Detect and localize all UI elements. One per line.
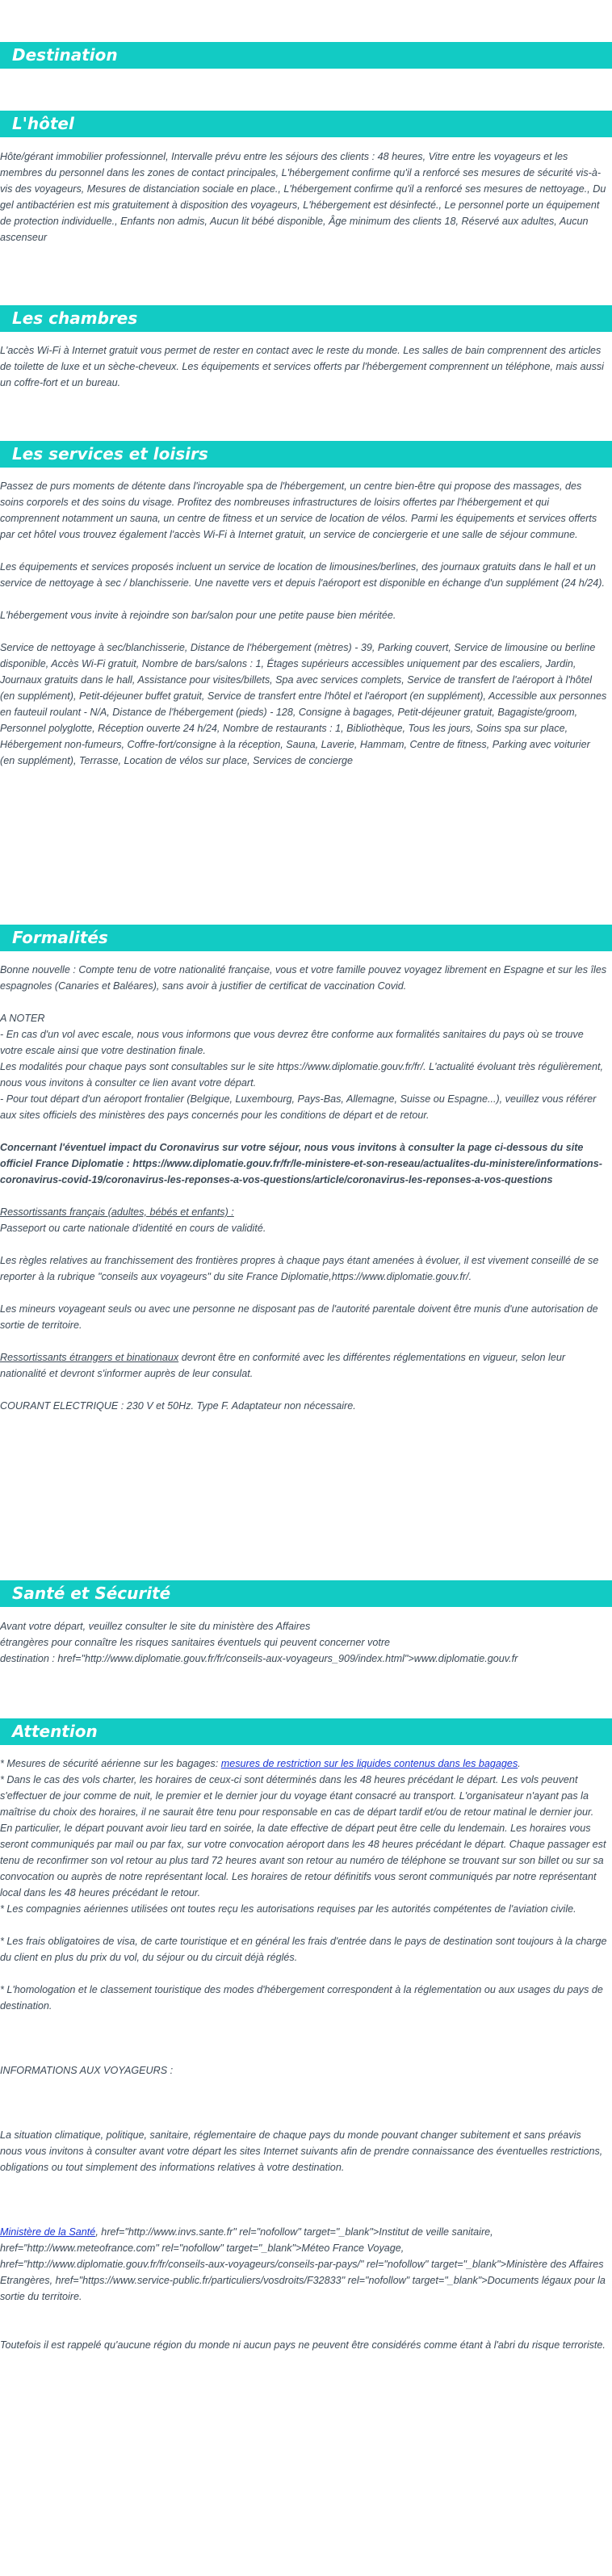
formalites-intro: Bonne nouvelle : Compte tenu de votre nationalité française, vous et votre famille pouvez voyagez librement en Espagne et sur les îles espagnoles (Canaries et Baléares), sans avoir à justifier de certificat de vaccination Covid. (0, 964, 607, 992)
note-line: - Pour tout départ d'un aéroport frontalier (Belgique, Luxembourg, Pays-Bas, Allemagne, Suisse ou Espagne...), veuillez vous référer aux sites officiels des ministères des pays concernés pour les conditions de départ et de retour. (0, 1093, 597, 1121)
services-description (0, 478, 607, 769)
foreign-nationals-text: devront être en conformité avec les différentes réglementations en vigueur, selon leur nationalité et devront s'informer auprès de leur consulat. (0, 1352, 566, 1379)
section-header-services: Les services et loisirs (0, 441, 612, 468)
services-paragraph-3: L'hébergement vous invite à rejoindre son bar/salon pour une petite pause bien méritée. (0, 610, 396, 621)
rooms-text: L'accès Wi-Fi à Internet gratuit vous permet de rester en contact avec le reste du monde. Les salles de bain comprennent des articles de toilette de luxe et un sèche-cheveux. Les équipements et services offerts par l'hébergement comprennent un téléphone, mais aussi un coffre-fort et un bureau. (0, 345, 604, 388)
luggage-security (0, 1756, 607, 1772)
section-header-formalites: Formalités (0, 925, 612, 951)
consult-sites: nous vous invitons à consulter avant votre départ les sites Internet suivants afin de prendre connaissance des éventuelles restrictions, obligations ou tout simplement des informations relatives à votre destination. (0, 2146, 603, 2173)
terror-risk: Toutefois il est rappelé qu'aucune région du monde ni aucun pays ne peuvent être considérés comme étant à l'abri du risque terroriste. (0, 2339, 606, 2351)
section-header-attention: Attention (0, 1718, 612, 1745)
electric-current: COURANT ELECTRIQUE : 230 V et 50Hz. Type F. Adaptateur non nécessaire. (0, 1400, 356, 1412)
section-header-rooms: Les chambres (0, 305, 612, 332)
services-paragraph-2: Les équipements et services proposés incluent un service de location de limousines/berlines, des journaux gratuits dans le hall et un service de nettoyage à sec / blanchisserie. Une navette vers et depuis l'aéroport est disponible en échange d'un supplément (24 h/24). (0, 561, 606, 589)
sante-description (0, 1618, 607, 1667)
border-rules: Les règles relatives au franchissement des frontières propres à chaque pays étant amenées à évoluer, il est vivement conseillé de se reporter à la rubrique "conseils aux voyageurs" du site France Diplomatie,https://www.diplomatie.gouv.fr/. (0, 1255, 599, 1282)
useful-links (0, 2224, 607, 2305)
liquids-restriction-link[interactable]: mesures de restriction sur les liquides contenus dans les bagages (220, 1758, 518, 1769)
sante-line: Avant votre départ, veuillez consulter le site du ministère des Affaires (0, 1621, 311, 1632)
hotel-text: Hôte/gérant immobilier professionnel, Intervalle prévu entre les séjours des clients : 48 heures, Vitre entre les voyageurs et les membres du personnel dans les zones de contact principales, L'hébergement confirme qu'il a renforcé ses mesures de sécurité vis-à-vis des voyageurs, Mesures de distanciation sociale en place., L'hébergement confirme qu'il a renforcé ses mesures de nettoyage., Du gel antibactérien est mis gratuitement à disposition des voyageurs, L'hébergement est désinfecté., Le personnel porte un équipement de protection individuelle., Enfants non admis, Aucun lit bébé disponible, Âge minimum des clients 18, Réservé aux adultes, Aucun ascenseur (0, 151, 606, 243)
hotel-description (0, 149, 607, 245)
charter-schedules: * Dans le cas des vols charter, les horaires de ceux-ci sont déterminés dans les 48 heures précédant le départ. Les vols peuvent s'effectuer de jour comme de nuit, le premier et le dernier jour du voyage étant consacré au transport. L'organisateur n'ayant pas la maîtrise du choix des horaires, il ne saurait être tenu pour responsable en cas de départ tardif et/ou de retour matinal le dernier jour. En particulier, le départ pouvant avoir lieu tard en soirée, la date effective de départ peut être celle du lendemain. Les horaires vous seront communiqués par mail ou par fax, sur votre convocation aéroport dans les 48 heures précédant le départ. Chaque passager est tenu de reconfirmer son vol retour au plus tard 72 heures avant son retour au numéro de téléphone se trouvant sur son billet ou sur sa convocation ou auprès de notre représentant local. Les horaires de retour définitifs vous seront communiqués par notre représentant local dans les 48 heures précédant le retour. (0, 1774, 606, 1898)
note-heading: A NOTER (0, 1013, 45, 1024)
covid-notice: Concernant l'éventuel impact du Coronavirus sur votre séjour, nous vous invitons à consulter la page ci-dessous du site officiel France Diplomatie : https://www.diplomatie.gouv.fr/fr/le-ministere-et-son-reseau/actualites-du-ministere/informations-coronavirus-covid-19/coronavirus-les-reponses-a-vos-questions/article/coronavirus-les-reponses-a-vos-questions (0, 1142, 602, 1185)
foreign-nationals-heading: Ressortissants étrangers et binationaux (0, 1352, 179, 1363)
luggage-security-suffix: . (518, 1758, 521, 1769)
visa-fees: * Les frais obligatoires de visa, de carte touristique et en général les frais d'entrée dans le pays de destination sont toujours à la charge du client en plus du prix du vol, du séjour ou du circuit déjà réglés. (0, 1936, 607, 1963)
sante-line: étrangères pour connaître les risques sanitaires éventuels qui peuvent concerner votre (0, 1637, 391, 1648)
note-line: - En cas d'un vol avec escale, nous vous informons que vous devrez être conforme aux formalités sanitaires du pays où se trouve votre escale ainsi que votre destination finale. (0, 1029, 584, 1056)
services-paragraph-1: Passez de purs moments de détente dans l'incroyable spa de l'hébergement, un centre bien-être qui propose des massages, des soins corporels et des soins du visage. Profitez des nombreuses infrastructures de loisirs offertes par l'hébergement et qui comprennent notamment un sauna, un centre de fitness et un service de location de vélos. Parmi les équipements et services offerts par cet hôtel vous trouvez également l'accès Wi-Fi à Internet gratuit, un service de conciergerie et une salle de séjour commune. (0, 480, 597, 540)
note-line: Les modalités pour chaque pays sont consultables sur le site https://www.diplomatie.gouv.fr/fr/. L'actualité évoluant très régulièrement, nous vous invitons à consulter ce lien avant votre départ. (0, 1061, 603, 1089)
section-header-destination: Destination (0, 42, 612, 69)
section-header-sante: Santé et Sécurité (0, 1580, 612, 1607)
situation-warning: La situation climatique, politique, sanitaire, réglementaire de chaque pays du monde pouvant changer subitement et sans préavis (0, 2129, 581, 2141)
minors-rules: Les mineurs voyageant seuls ou avec une personne ne disposant pas de l'autorité parentale doivent être munis d'une autorisation de sortie de territoire. (0, 1303, 598, 1331)
homologation: * L'homologation et le classement touristique des modes d'hébergement correspondent à la réglementation ou aux usages du pays de destination. (0, 1984, 603, 2012)
formalites-description (0, 962, 607, 1414)
airlines-authorization: * Les compagnies aériennes utilisées ont toutes reçu les autorisations requises par les autorités compétentes de l'aviation civile. (0, 1903, 576, 1915)
french-nationals-heading: Ressortissants français (adultes, bébés et enfants) : (0, 1206, 234, 1218)
rooms-description (0, 342, 607, 391)
health-ministry-link[interactable]: Ministère de la Santé (0, 2226, 96, 2238)
services-paragraph-4: Service de nettoyage à sec/blanchisserie, Distance de l'hébergement (mètres) - 39, Parking couvert, Service de limousine ou berline disponible, Accès Wi-Fi gratuit, Nombre de bars/salons : 1, Étages supérieurs accessibles uniquement par des escaliers, Jardin, Journaux gratuits dans le hall, Assistance pour visites/billets, Spa avec services complets, Service de transfert de l'aéroport à l'hôtel (en supplément), Petit-déjeuner buffet gratuit, Service de transfert entre l'hôtel et l'aéroport (en supplément), Accessible aux personnes en fauteuil roulant - N/A, Distance de l'hébergement (pieds) - 128, Consigne à bagages, Petit-déjeuner gratuit, Bagagiste/groom, Personnel polyglotte, Réception ouverte 24 h/24, Nombre de restaurants : 1, Bibliothèque, Tous les jours, Soins spa sur place, Hébergement non-fumeurs, Coffre-fort/consigne à la réception, Sauna, Laverie, Hammam, Centre de fitness, Parking avec voiturier (en supplément), Terrasse, Location de vélos sur place, Services de concierge (0, 642, 607, 766)
french-nationals-text: Passeport ou carte nationale d'identité en cours de validité. (0, 1223, 266, 1234)
foreign-nationals (0, 1349, 607, 1382)
attention-description (0, 1756, 607, 2353)
useful-links-text: , href="http://www.invs.sante.fr" rel="nofollow" target="_blank">Institut de veille sanitaire, href="http://www.meteofrance.com" rel="nofollow" target="_blank">Méteo France Voyage, href="http://www.diplomatie.gouv.fr/fr/conseils-aux-voyageurs/conseils-par-pays/" rel="nofollow" target="_blank">Ministère des Affaires Etrangères, href="https://www.service-public.fr/particuliers/vosdroits/F32833" rel="nofollow" target="_blank">Documents légaux pour la sortie du territoire. (0, 2226, 606, 2302)
section-header-hotel: L'hôtel (0, 111, 612, 137)
sante-line: destination : href="http://www.diplomatie.gouv.fr/fr/conseils-aux-voyageurs_909/index.html">www.diplomatie.gouv.fr (0, 1653, 518, 1664)
travellers-info-heading: INFORMATIONS AUX VOYAGEURS : (0, 2065, 174, 2076)
luggage-security-prefix: * Mesures de sécurité aérienne sur les bagages: (0, 1758, 221, 1769)
